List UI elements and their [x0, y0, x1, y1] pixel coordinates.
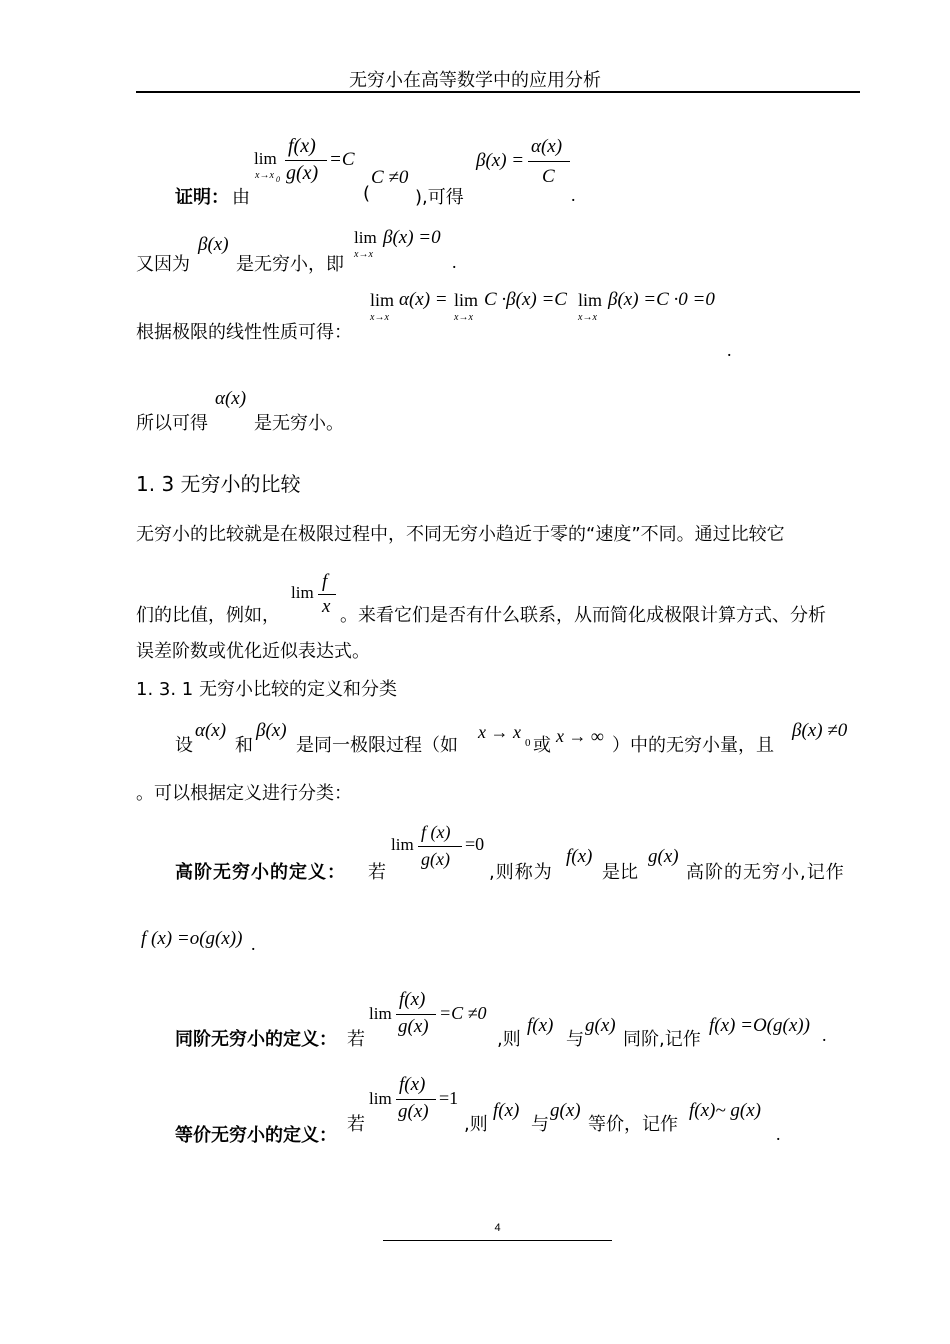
ratio-numerator: f	[322, 571, 328, 592]
text-let: 设	[175, 735, 193, 756]
limit-subscript: x→x	[255, 170, 274, 181]
limit-subscript-2: x→x	[454, 312, 473, 323]
text-then: ,则	[497, 1029, 521, 1050]
ratio-fraction-bar	[318, 594, 336, 595]
text-if: 若	[347, 1029, 365, 1050]
limit-subscript-1: x→x	[370, 312, 389, 323]
definition-label: 高阶无穷小的定义：	[175, 862, 346, 883]
text-ratio-continued: 。来看它们是否有什么联系，从而简化成极限计算方式、分析	[340, 605, 826, 626]
x-to-x0: x → x	[478, 722, 521, 742]
beta-x: β(x)	[256, 720, 287, 741]
beta-zero-expr: β(x) =C ·0 =0	[608, 289, 715, 310]
limit-operator: lim	[391, 835, 414, 854]
paragraph-line: 误差阶数或优化近似表达式。	[136, 641, 370, 662]
limit-operator: lim	[369, 1089, 392, 1108]
beta-not-zero: β(x) ≠0	[792, 720, 848, 741]
limit-operator: lim	[254, 149, 277, 168]
text-same-order: 同阶,记作	[623, 1029, 701, 1050]
c-denominator: C	[542, 166, 555, 187]
text-therefore: 所以可得	[136, 413, 208, 434]
fraction-denominator: g(x)	[398, 1101, 429, 1122]
limit-operator: lim	[354, 228, 377, 247]
limit-subscript-3: x→x	[578, 312, 597, 323]
fraction-numerator: f(x)	[399, 989, 426, 1010]
x0-subscript: 0	[525, 737, 531, 749]
period: .	[776, 1124, 781, 1144]
alpha-numerator: α(x)	[531, 136, 563, 157]
header-rule	[136, 91, 860, 93]
page-number: 4	[494, 1222, 501, 1234]
text-or: 或	[533, 735, 551, 756]
c-not-zero: C ≠0	[371, 167, 409, 188]
footer-rule	[383, 1240, 612, 1241]
text-because: 又因为	[136, 254, 190, 275]
fraction-denominator: g(x)	[421, 849, 450, 869]
page-header-title: 无穷小在高等数学中的应用分析	[349, 70, 601, 91]
limit-subscript: x→x	[354, 249, 373, 260]
text-is-infinitesimal: 是无穷小。	[254, 413, 344, 434]
equals-c: =C	[329, 149, 355, 170]
equals-zero: =0	[465, 834, 485, 854]
definition-label: 等价无穷小的定义：	[175, 1125, 337, 1146]
section-title: 1. 3 无穷小的比较	[136, 472, 301, 496]
text-equivalent: 等价，记作	[588, 1114, 678, 1135]
little-o-notation: f (x) =o(g(x))	[141, 928, 243, 949]
equals-c-not-zero: =C ≠0	[439, 1003, 487, 1023]
text-infinitesimal-and: ）中的无穷小量，且	[612, 735, 774, 756]
period: .	[727, 340, 732, 360]
limit-operator: lim	[369, 1004, 392, 1023]
period: .	[571, 185, 576, 205]
fraction-denominator: g(x)	[398, 1016, 429, 1037]
period: .	[822, 1025, 827, 1045]
beta-x: β(x)	[198, 234, 229, 255]
paren-close-obtain: ),可得	[415, 187, 464, 208]
text-called: ,则称为	[489, 862, 553, 883]
limit-operator-2: lim	[454, 290, 479, 310]
f-x: f(x)	[493, 1100, 520, 1121]
alpha-x: α(x)	[215, 388, 247, 409]
g-x: g(x)	[648, 846, 679, 867]
big-o-notation: f(x) =O(g(x))	[709, 1015, 810, 1036]
fraction-bar	[285, 160, 327, 161]
paragraph-line: 。可以根据定义进行分类：	[136, 783, 352, 804]
text-then: ,则	[464, 1114, 488, 1135]
g-x: g(x)	[550, 1100, 581, 1121]
equivalence-notation: f(x)~ g(x)	[689, 1100, 761, 1121]
text-ratio: 们的比值，例如，	[136, 605, 280, 626]
limit-operator-1: lim	[370, 290, 395, 310]
text-linearity: 根据极限的线性性质可得：	[136, 322, 352, 343]
limit-operator-3: lim	[578, 290, 603, 310]
paren-open: (	[363, 183, 371, 204]
equals-one: =1	[439, 1088, 459, 1108]
text-is-infinitesimal: 是无穷小，即	[236, 254, 344, 275]
fraction-bar	[418, 846, 462, 847]
f-x: f(x)	[566, 846, 593, 867]
text-if: 若	[347, 1114, 365, 1135]
fraction-bar	[396, 1014, 436, 1015]
f-x: f(x)	[527, 1015, 554, 1036]
beta-limit-expr: β(x) =0	[383, 227, 441, 248]
text-higher-order: 高阶的无穷小,记作	[686, 862, 845, 883]
paragraph-line: 无穷小的比较就是在极限过程中，不同无穷小趋近于零的“速度”不同。通过比较它	[136, 524, 785, 545]
proof-text-from: 由	[232, 187, 250, 208]
period: .	[452, 252, 457, 272]
definition-label: 同阶无穷小的定义：	[175, 1029, 337, 1050]
g-x: g(x)	[585, 1015, 616, 1036]
alpha-x: α(x)	[195, 720, 227, 741]
text-with: 与	[531, 1114, 549, 1135]
fraction-numerator: f(x)	[399, 1074, 426, 1095]
beta-equals: β(x) =	[476, 150, 525, 171]
proof-label: 证明：	[175, 187, 229, 208]
text-with: 与	[566, 1029, 584, 1050]
fraction-denominator: g(x)	[286, 162, 319, 184]
text-and: 和	[235, 735, 253, 756]
subsection-title: 1. 3. 1 无穷小比较的定义和分类	[136, 679, 397, 700]
fraction-numerator: f(x)	[288, 135, 316, 157]
text-if: 若	[368, 862, 386, 883]
c-beta-expr: C ·β(x) =C	[484, 289, 567, 310]
period: .	[251, 934, 256, 954]
beta-fraction-bar	[528, 161, 570, 162]
fraction-numerator: f (x)	[421, 822, 451, 842]
ratio-denominator: x	[322, 596, 331, 617]
text-than: 是比	[602, 862, 638, 883]
text-same-process: 是同一极限过程（如	[296, 735, 458, 756]
limit-subscript-zero: 0	[276, 175, 280, 184]
fraction-bar	[396, 1099, 436, 1100]
alpha-expr: α(x) =	[399, 289, 448, 310]
limit-operator: lim	[291, 583, 314, 602]
x-to-infinity: x → ∞	[556, 726, 604, 746]
